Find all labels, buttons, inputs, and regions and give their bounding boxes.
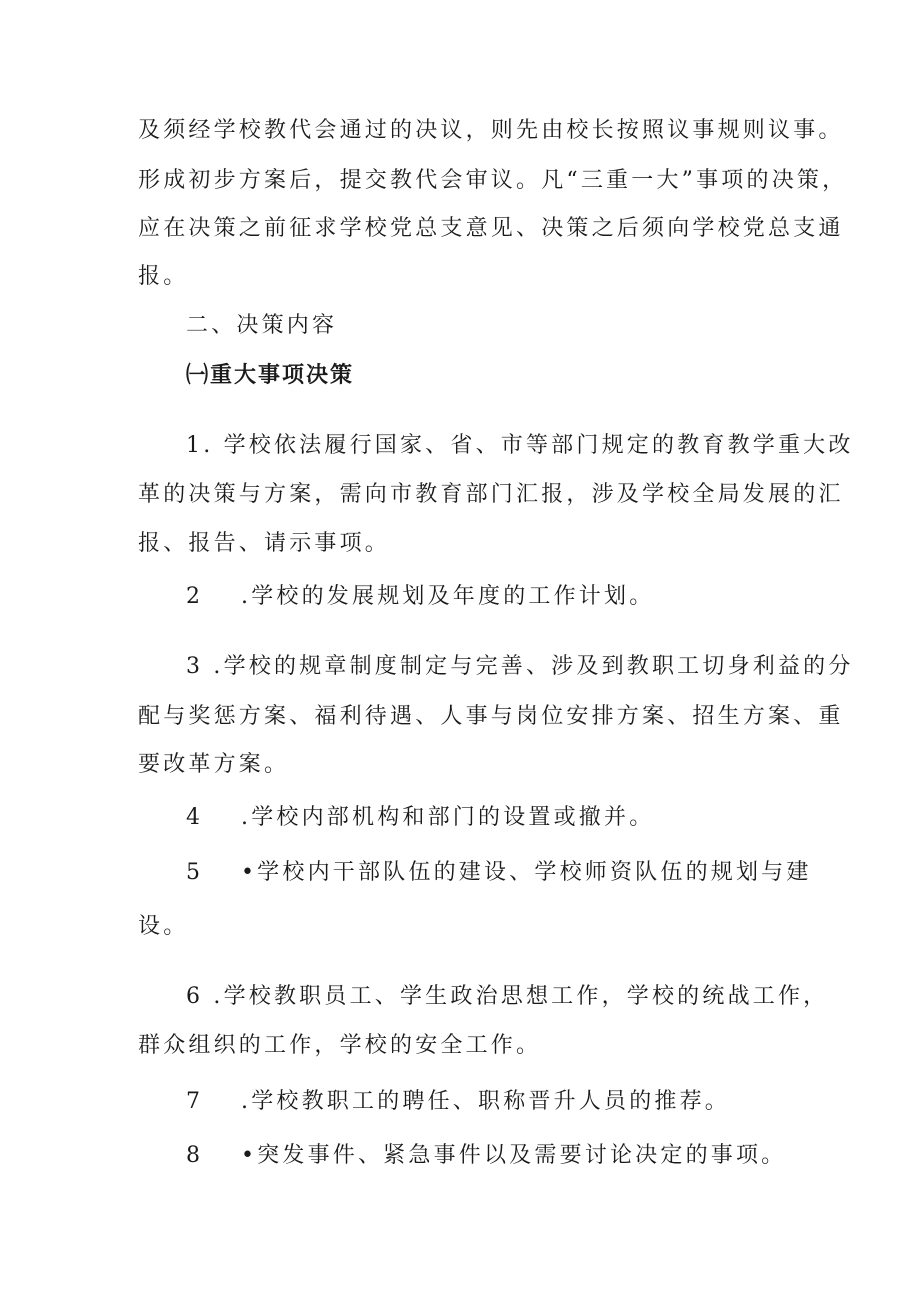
item-8-number: 8 [186, 1143, 204, 1168]
item-7-number: 7 [186, 1089, 204, 1114]
item-6-line-1: 6 .学校教职员工、学生政治思想工作，学校的统战工作， [186, 984, 829, 1009]
item-5-number: 5 [186, 860, 204, 885]
item-4-number: 4 [186, 805, 204, 830]
item-5-text: •学校内干部队伍的建设、学校师资队伍的规划与建 [241, 860, 812, 885]
item-1-line-3: 报、报告、请示事项。 [138, 531, 391, 556]
item-8 [186, 1141, 786, 1171]
item-4-text: .学校内部机构和部门的设置或撤并。 [241, 805, 655, 830]
intro-line-2: 形成初步方案后，提交教代会审议。凡“三重一大”事项的决策， [138, 168, 848, 193]
subsection-heading: ㈠重大事项决策 [186, 362, 355, 388]
item-1-line-1: 1. 学校依法履行国家、省、市等部门规定的教育教学重大改 [186, 433, 854, 458]
item-6-line-2: 群众组织的工作，学校的安全工作。 [138, 1033, 542, 1058]
item-7 [186, 1087, 730, 1117]
item-3-line-1: 3 .学校的规章制度制定与完善、涉及到教职工切身利益的分 [186, 654, 854, 679]
item-5 [186, 858, 812, 888]
item-3-line-2: 配与奖惩方案、福利待遇、人事与岗位安排方案、招生方案、重 [138, 704, 844, 729]
intro-line-1: 及须经学校教代会通过的决议，则先由校长按照议事规则议事。 [138, 118, 844, 143]
item-7-text: .学校教职工的聘任、职称晋升人员的推荐。 [241, 1089, 730, 1114]
item-1-line-2: 革的决策与方案，需向市教育部门汇报，涉及学校全局发展的汇 [138, 482, 844, 507]
intro-line-4: 报。 [138, 264, 189, 289]
item-2 [186, 582, 654, 612]
item-3-line-3: 要改革方案。 [138, 752, 290, 777]
item-2-number: 2 [186, 584, 204, 609]
section-heading: 二、决策内容 [186, 313, 338, 338]
intro-line-3: 应在决策之前征求学校党总支意见、决策之后须向学校党总支通 [138, 216, 844, 241]
item-5-continuation: 设。 [138, 914, 189, 939]
item-4 [186, 803, 654, 833]
item-8-text: •突发事件、紧急事件以及需要讨论决定的事项。 [241, 1143, 787, 1168]
item-2-text: .学校的发展规划及年度的工作计划。 [241, 584, 655, 609]
